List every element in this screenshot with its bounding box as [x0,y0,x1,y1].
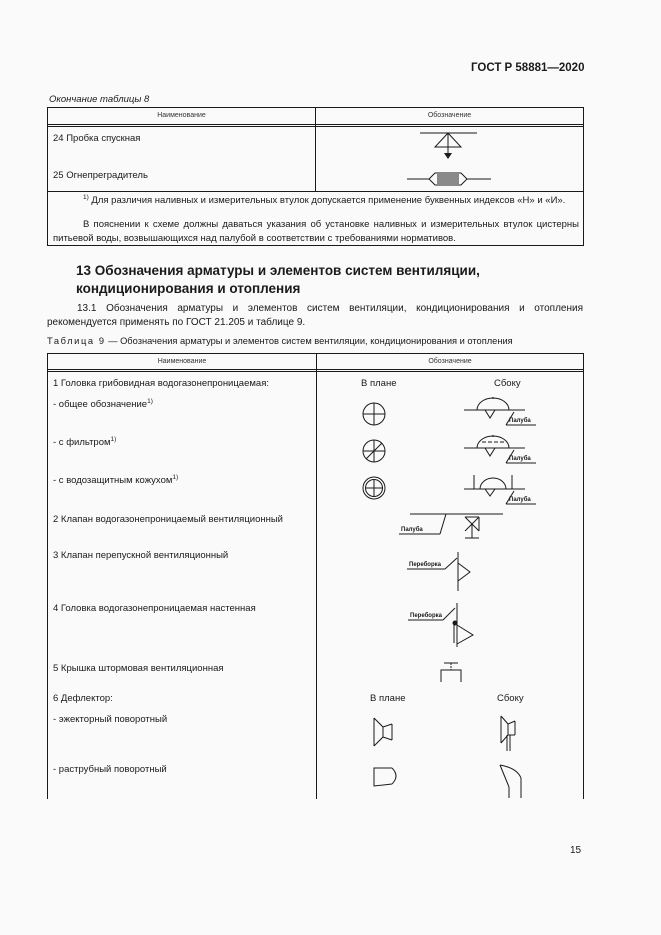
mushroom-head-filter-side-symbol [462,433,542,473]
mushroom-head-filter-plan-symbol [360,437,388,465]
column-header-symbol: Обозначение [428,358,472,365]
table-caption-text: — Обозначения арматуры и элементов систем вентиляции, кондиционирования и отопления [105,336,513,346]
row-label: - с водозащитным кожухом [53,475,173,486]
view-label-side: Сбоку [497,693,524,704]
section-paragraph: 13.1 Обозначения арматуры и элементов систем вентиляции, кондиционирования и отопления рекомендуется применять по ГОСТ 21.205 и таблице 9. [47,303,583,328]
column-header-name: Наименование [157,112,206,119]
wall-head-symbol [405,603,485,648]
section-heading: 13 Обозначения арматуры и элементов систем вентиляции, кондиционирования и отопления [76,263,480,296]
bulkhead-label: Переборка [410,613,442,619]
table-row-name: 4 Головка водогазонепроницаемая настенная [53,603,256,614]
mushroom-head-plan-symbol [360,400,388,428]
table-row-name: - раструбный поворотный [53,764,167,775]
table-row-name [53,399,153,410]
deck-label: Палуба [509,418,531,424]
flame-arrester-symbol [405,170,495,188]
table-caption [47,336,513,346]
deck-label: Палуба [401,527,423,533]
bypass-valve-symbol [405,550,485,592]
column-header-name: Наименование [157,358,207,365]
table-row-name: - эжекторный поворотный [53,714,168,725]
footnote-marker: 1) [172,473,179,481]
drain-plug-symbol [415,130,485,165]
footnote-marker: 1) [83,193,89,201]
column-header-symbol: Обозначение [427,112,472,119]
table-border [583,107,584,246]
table-row-name [53,475,178,486]
table-continuation-label: Окончание таблицы 8 [49,94,150,105]
bell-deflector-side-symbol [497,762,527,800]
document-code: ГОСТ Р 58881—2020 [471,62,585,74]
view-label-side: Сбоку [494,378,521,389]
mushroom-head-cover-side-symbol [462,470,542,510]
table-row-name: 1 Головка грибовидная водогазонепроницаемая: [53,378,269,389]
table-border [47,353,48,799]
table-border [583,353,584,799]
view-label-plan: В плане [370,693,406,704]
footnote-marker: 1) [147,397,153,405]
storm-cover-symbol [437,661,467,683]
table-row-name: 2 Клапан водогазонепроницаемый вентиляционный [53,514,283,525]
table-footnote-1 [53,194,579,208]
table-row-name: 24 Пробка спускная [53,133,141,144]
page-number: 15 [570,845,582,856]
row-label: - с фильтром [53,437,111,448]
mushroom-head-side-symbol [462,395,542,435]
table-column-divider [315,107,316,192]
table-row-name: 25 Огнепреградитель [53,170,148,181]
bulkhead-label: Переборка [409,562,441,568]
table-column-divider [316,353,317,799]
deck-label: Палуба [509,456,531,462]
table-border [47,107,48,246]
table-row-name: 5 Крышка штормовая вентиляционная [53,663,224,674]
table-row-name: 3 Клапан перепускной вентиляционный [53,550,229,561]
deck-label: Палуба [509,497,531,503]
table-footnote-2: В пояснении к схеме должны даваться указания об установке наливных и измерительных втулок цистерны питьевой воды, возвышающихся над палубой в соответствии с требованиями нормативов. [53,219,579,244]
footnote-text: Для различия наливных и измерительных втулок допускается применение буквенных индексов «Н» и «И». [91,195,566,206]
bell-deflector-plan-symbol [370,765,404,789]
view-label-plan: В плане [361,378,397,389]
footnote-marker: 1) [110,435,117,443]
ejector-deflector-side-symbol [497,713,527,753]
table-row-name: 6 Дефлектор: [53,693,113,704]
vent-valve-symbol [395,510,505,540]
mushroom-head-cover-plan-symbol [360,474,388,502]
table-row-name [53,437,116,448]
ejector-deflector-plan-symbol [370,715,400,749]
row-label: - общее обозначение [53,399,148,410]
table-caption-prefix: Таблица 9 [47,336,106,346]
